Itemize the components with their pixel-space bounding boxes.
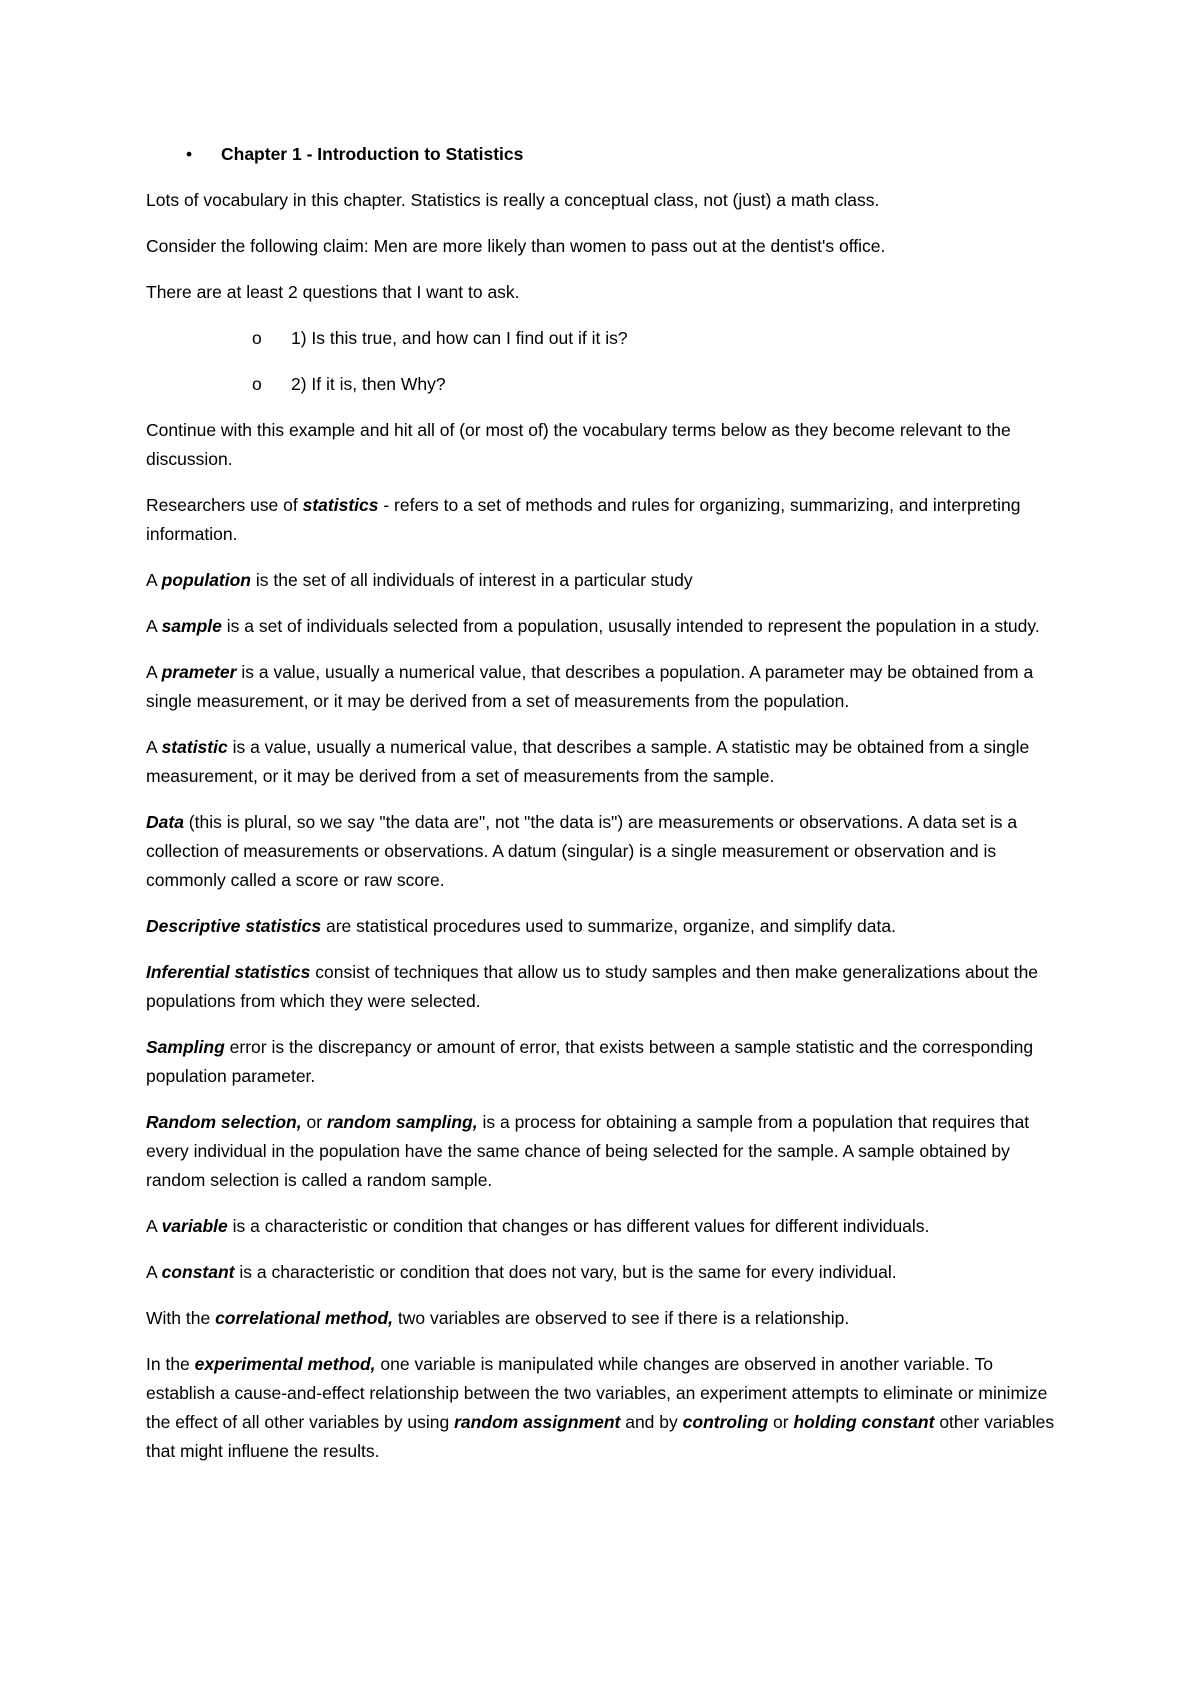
definition-text: one variable is manipulated while changes are observed in another variable. To establish a cause-and-effect relationship between the two variables, an experiment attempts to eliminate or minimize the effect of all other variables by using <box>146 1354 1048 1432</box>
question-text: 2) If it is, then Why? <box>291 374 446 394</box>
continue-paragraph: Continue with this example and hit all of (or most of) the vocabulary terms below as they become relevant to the discussion. <box>146 420 1011 469</box>
definition-text: is a characteristic or condition that changes or has different values for different individuals. <box>227 1216 930 1236</box>
claim-paragraph: Consider the following claim: Men are more likely than women to pass out at the dentist's office. <box>146 236 886 256</box>
term-descriptive-statistics: Descriptive statistics <box>146 916 322 936</box>
definition-parameter <box>146 658 1066 716</box>
intro-paragraph: Lots of vocabulary in this chapter. Statistics is really a conceptual class, not (just) a math class. <box>146 190 880 210</box>
definition-lead: Researchers use of <box>146 495 303 515</box>
term-constant: constant <box>161 1262 235 1282</box>
definition-text: (this is plural, so we say "the data are", not "the data is") are measurements or observations. A data set is a collection of measurements or observations. A datum (singular) is a single measurement or observation and is commonly called a score or raw score. <box>146 812 1018 890</box>
term-random-sampling: random sampling, <box>326 1112 478 1132</box>
term-holding-constant: holding constant <box>793 1412 935 1432</box>
definition-text: are statistical procedures used to summarize, organize, and simplify data. <box>321 916 896 936</box>
definition-lead: A <box>146 1262 162 1282</box>
definition-experimental-method <box>146 1350 1066 1466</box>
list-marker-icon: o <box>252 374 262 394</box>
definition-text: two variables are observed to see if there is a relationship. <box>393 1308 850 1328</box>
definition-lead: In the <box>146 1354 195 1374</box>
term-sampling: Sampling <box>146 1037 225 1057</box>
bullet-icon: • <box>186 144 193 164</box>
definition-text: consist of techniques that allow us to study samples and then make generalizations about the populations from which they were selected. <box>146 962 1039 1011</box>
definition-statistics <box>146 491 1066 549</box>
document-body <box>146 140 1066 1483</box>
term-statistic: statistic <box>161 737 228 757</box>
term-controling: controling <box>682 1412 769 1432</box>
definition-lead: A <box>146 662 162 682</box>
term-population: population <box>161 570 252 590</box>
chapter-heading <box>146 140 1066 169</box>
chapter-title: Chapter 1 - Introduction to Statistics <box>221 144 524 164</box>
term-sample: sample <box>161 616 222 636</box>
definition-connector: or <box>301 1112 327 1132</box>
question-item <box>146 324 1066 353</box>
definition-random-selection <box>146 1108 1066 1195</box>
definition-text: and by <box>620 1412 683 1432</box>
question-text: 1) Is this true, and how can I find out if it is? <box>291 328 628 348</box>
definition-lead: A <box>146 616 162 636</box>
definition-sampling-error <box>146 1033 1066 1091</box>
term-correlational-method: correlational method, <box>215 1308 394 1328</box>
definition-text: error is the discrepancy or amount of error, that exists between a sample statistic and the corresponding population parameter. <box>146 1037 1034 1086</box>
definition-correlational-method <box>146 1304 1066 1333</box>
questions-intro-paragraph: There are at least 2 questions that I want to ask. <box>146 282 520 302</box>
list-marker-icon: o <box>252 328 262 348</box>
definition-text: is the set of all individuals of interest in a particular study <box>251 570 693 590</box>
definition-text: other variables that might influene the results. <box>146 1412 1055 1461</box>
definition-population <box>146 566 1066 595</box>
term-parameter: prameter <box>161 662 237 682</box>
term-variable: variable <box>161 1216 228 1236</box>
definition-lead: With the <box>146 1308 216 1328</box>
definition-text: is a characteristic or condition that does not vary, but is the same for every individual. <box>234 1262 897 1282</box>
question-item <box>146 370 1066 399</box>
definition-text: is a process for obtaining a sample from a population that requires that every individual in the population have the same chance of being selected for the sample. A sample obtained by random selection is called a random sample. <box>146 1112 1030 1190</box>
term-data: Data <box>146 812 184 832</box>
term-random-selection: Random selection, <box>146 1112 302 1132</box>
definition-constant <box>146 1258 1066 1287</box>
definition-text: is a set of individuals selected from a population, ususally intended to represent the population in a study. <box>221 616 1040 636</box>
definition-lead: A <box>146 737 162 757</box>
definition-data <box>146 808 1066 895</box>
term-statistics: statistics <box>302 495 379 515</box>
definition-text: is a value, usually a numerical value, that describes a population. A parameter may be obtained from a single measurement, or it may be derived from a set of measurements from the population. <box>146 662 1034 711</box>
definition-text: is a value, usually a numerical value, that describes a sample. A statistic may be obtained from a single measurement, or it may be derived from a set of measurements from the sample. <box>146 737 1030 786</box>
definition-descriptive-statistics <box>146 912 1066 941</box>
definition-inferential-statistics <box>146 958 1066 1016</box>
term-random-assignment: random assignment <box>454 1412 621 1432</box>
definition-variable <box>146 1212 1066 1241</box>
definition-text: or <box>768 1412 794 1432</box>
definition-sample <box>146 612 1066 641</box>
definition-lead: A <box>146 570 162 590</box>
term-inferential-statistics: Inferential statistics <box>146 962 311 982</box>
definition-statistic <box>146 733 1066 791</box>
definition-text: - refers to a set of methods and rules for organizing, summarizing, and interpreting information. <box>146 495 1021 544</box>
definition-lead: A <box>146 1216 162 1236</box>
term-experimental-method: experimental method, <box>194 1354 376 1374</box>
